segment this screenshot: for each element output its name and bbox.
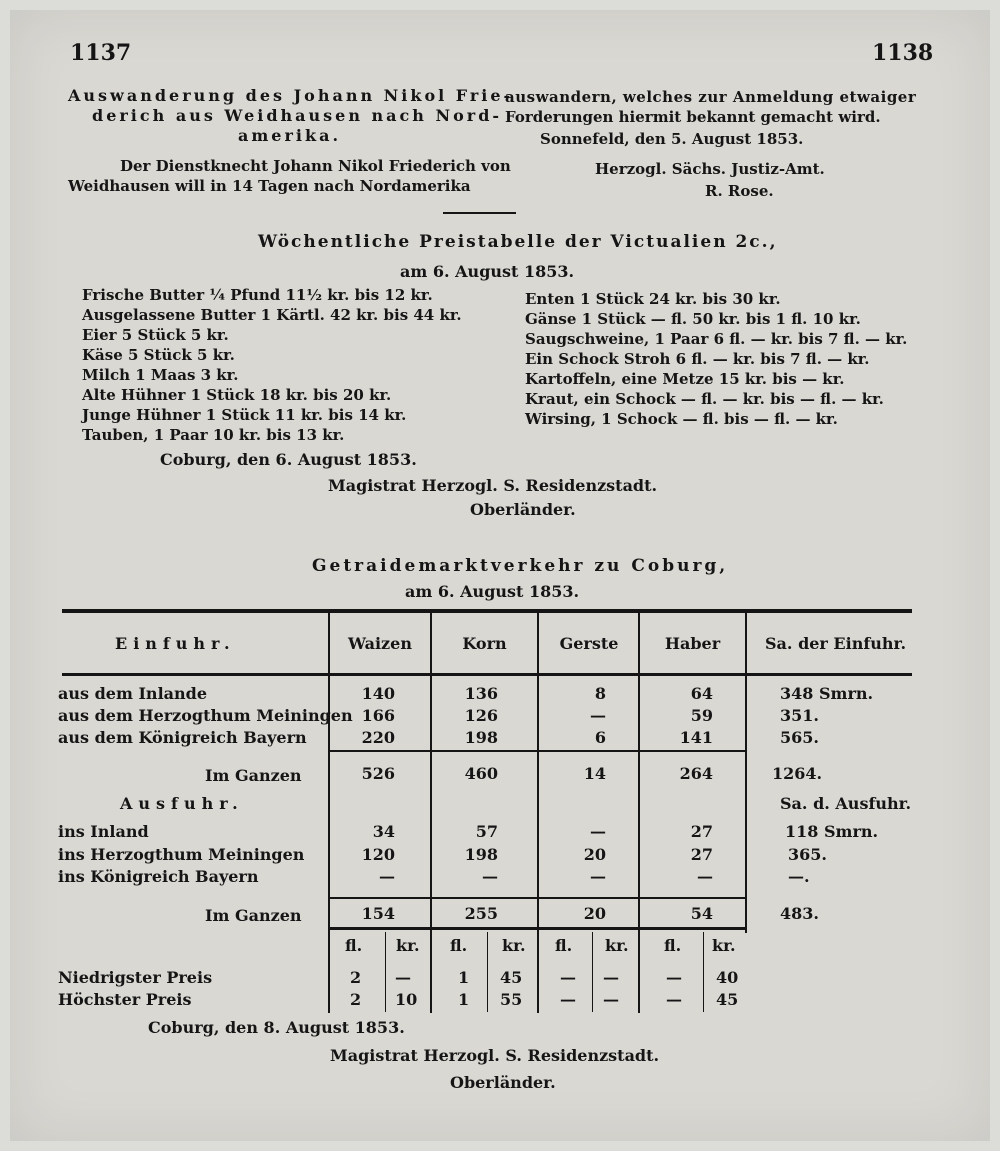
export-total-label: Im Ganzen bbox=[205, 906, 302, 925]
price-item: Milch 1 Maas 3 kr. bbox=[82, 366, 239, 384]
barley-total: 14 bbox=[583, 764, 606, 783]
notice-body-line-1: Der Dienstknecht Johann Nikol Friederich von bbox=[120, 157, 511, 175]
wheat-cell: 220 bbox=[361, 728, 395, 747]
sum-cell: —. bbox=[788, 867, 810, 886]
notice-title-line-1: Auswanderung des Johann Nikol Frie- bbox=[68, 86, 514, 105]
sum-total: 483. bbox=[780, 904, 819, 923]
prices-place-date: Coburg, den 6. August 1853. bbox=[160, 450, 417, 469]
market-authority: Magistrat Herzogl. S. Residenzstadt. bbox=[330, 1046, 660, 1065]
oats-total: 54 bbox=[690, 904, 713, 923]
oats-cell: 64 bbox=[690, 684, 713, 703]
barley-fl: — bbox=[560, 968, 576, 987]
oats-total: 264 bbox=[679, 764, 713, 783]
import-total-label: Im Ganzen bbox=[205, 766, 302, 785]
barley-cell: — bbox=[590, 867, 606, 886]
price-item: Enten 1 Stück 24 kr. bis 30 kr. bbox=[525, 290, 781, 308]
wheat-cell: 140 bbox=[361, 684, 395, 703]
oats-cell: — bbox=[697, 867, 713, 886]
price-item: Frische Butter ¼ Pfund 11½ kr. bis 12 kr. bbox=[82, 286, 433, 304]
wheat-cell: 120 bbox=[361, 845, 395, 864]
barley-total: 20 bbox=[583, 904, 606, 923]
page-number-left: 1137 bbox=[70, 40, 132, 66]
price-item: Saugschweine, 1 Paar 6 fl. — kr. bis 7 fl. — kr. bbox=[525, 330, 908, 348]
wheat-cell: 166 bbox=[361, 706, 395, 725]
header-rye: Korn bbox=[462, 634, 507, 653]
table-top-rule bbox=[62, 609, 912, 613]
oats-fl: — bbox=[666, 990, 682, 1009]
unit-fl: fl. bbox=[345, 936, 363, 955]
notice-place-date: Sonnefeld, den 5. August 1853. bbox=[540, 130, 804, 148]
rye-kr: 55 bbox=[500, 990, 523, 1009]
row-label: ins Inland bbox=[58, 822, 149, 841]
barley-fl: — bbox=[560, 990, 576, 1009]
barley-kr: — bbox=[603, 968, 619, 987]
price-item: Kraut, ein Schock — fl. — kr. bis — fl. — kr. bbox=[525, 390, 884, 408]
wheat-fl: 2 bbox=[350, 968, 362, 987]
unit-kr: kr. bbox=[712, 936, 736, 955]
oats-cell: 27 bbox=[690, 845, 713, 864]
price-item: Käse 5 Stück 5 kr. bbox=[82, 346, 235, 364]
header-sum-import: Sa. der Einfuhr. bbox=[765, 634, 907, 653]
notice-body-line-3: auswandern, welches zur Anmeldung etwaiger bbox=[505, 88, 917, 106]
unit-kr: kr. bbox=[396, 936, 420, 955]
rye-cell: — bbox=[482, 867, 498, 886]
price-item: Tauben, 1 Paar 10 kr. bis 13 kr. bbox=[82, 426, 345, 444]
header-oats: Haber bbox=[664, 634, 721, 653]
rye-cell: 198 bbox=[464, 845, 498, 864]
sum-cell: 348 Smrn. bbox=[780, 684, 874, 703]
price-item: Kartoffeln, eine Metze 15 kr. bis — kr. bbox=[525, 370, 845, 388]
wheat-kr: 10 bbox=[395, 990, 418, 1009]
notice-body-line-2: Weidhausen will in 14 Tagen nach Nordamerika bbox=[68, 177, 471, 195]
barley-cell: 6 bbox=[594, 728, 606, 747]
header-sum-export: Sa. d. Ausfuhr. bbox=[780, 794, 912, 813]
sum-cell: 565. bbox=[780, 728, 819, 747]
row-label: ins Königreich Bayern bbox=[58, 867, 259, 886]
row-label: Höchster Preis bbox=[58, 990, 192, 1009]
notice-title-line-2: derich aus Weidhausen nach Nord- bbox=[92, 106, 503, 125]
fl-kr-divider bbox=[385, 932, 386, 1012]
price-item: Ausgelassene Butter 1 Kärtl. 42 kr. bis 44 kr. bbox=[82, 306, 462, 324]
header-barley: Gerste bbox=[559, 634, 619, 653]
sum-cell: 351. bbox=[780, 706, 819, 725]
fl-kr-divider bbox=[487, 932, 488, 1012]
unit-fl: fl. bbox=[450, 936, 468, 955]
column-divider bbox=[537, 613, 539, 1013]
rye-cell: 57 bbox=[475, 822, 498, 841]
market-date: am 6. August 1853. bbox=[405, 582, 580, 601]
prices-signer: Oberländer. bbox=[470, 500, 576, 519]
sum-cell: 118 Smrn. bbox=[785, 822, 879, 841]
prices-date: am 6. August 1853. bbox=[400, 262, 575, 281]
rye-fl: 1 bbox=[458, 990, 470, 1009]
table-header-rule bbox=[62, 673, 912, 676]
notice-signer: R. Rose. bbox=[705, 182, 774, 200]
column-divider bbox=[745, 613, 747, 933]
barley-cell: 8 bbox=[594, 684, 606, 703]
barley-cell: — bbox=[590, 822, 606, 841]
column-divider bbox=[638, 613, 640, 1013]
sum-cell: 365. bbox=[788, 845, 827, 864]
price-item: Gänse 1 Stück — fl. 50 kr. bis 1 fl. 10 kr. bbox=[525, 310, 861, 328]
rye-kr: 45 bbox=[500, 968, 523, 987]
market-title: Getraidemarktverkehr zu Coburg, bbox=[312, 556, 729, 576]
rye-fl: 1 bbox=[458, 968, 470, 987]
row-label: ins Herzogthum Meiningen bbox=[58, 845, 305, 864]
column-divider bbox=[328, 613, 330, 1013]
oats-kr: 45 bbox=[716, 990, 739, 1009]
rye-total: 255 bbox=[464, 904, 498, 923]
wheat-kr: — bbox=[395, 968, 411, 987]
prices-authority: Magistrat Herzogl. S. Residenzstadt. bbox=[328, 476, 658, 495]
column-divider bbox=[430, 613, 432, 1013]
wheat-total: 154 bbox=[361, 904, 395, 923]
prices-title: Wöchentliche Preistabelle der Victualien 2c., bbox=[258, 232, 778, 252]
wheat-total: 526 bbox=[361, 764, 395, 783]
price-item: Alte Hühner 1 Stück 18 kr. bis 20 kr. bbox=[82, 386, 392, 404]
oats-cell: 59 bbox=[690, 706, 713, 725]
wheat-cell: 34 bbox=[372, 822, 395, 841]
header-export: Ausfuhr. bbox=[120, 794, 244, 813]
section-divider bbox=[443, 212, 516, 214]
barley-cell: 20 bbox=[583, 845, 606, 864]
row-label: Niedrigster Preis bbox=[58, 968, 213, 987]
notice-body-line-4: Forderungen hiermit bekannt gemacht wird. bbox=[505, 108, 881, 126]
rye-total: 460 bbox=[464, 764, 498, 783]
fl-kr-divider bbox=[592, 932, 593, 1012]
unit-fl: fl. bbox=[664, 936, 682, 955]
market-place-date: Coburg, den 8. August 1853. bbox=[148, 1018, 405, 1037]
row-label: aus dem Herzogthum Meiningen bbox=[58, 706, 353, 725]
sum-total: 1264. bbox=[772, 764, 823, 783]
header-import: Einfuhr. bbox=[115, 634, 236, 653]
notice-authority: Herzogl. Sächs. Justiz-Amt. bbox=[595, 160, 825, 178]
rye-cell: 136 bbox=[464, 684, 498, 703]
oats-kr: 40 bbox=[716, 968, 739, 987]
market-signer: Oberländer. bbox=[450, 1073, 556, 1092]
header-wheat: Waizen bbox=[348, 634, 412, 653]
oats-fl: — bbox=[666, 968, 682, 987]
rye-cell: 126 bbox=[464, 706, 498, 725]
notice-title-line-3: amerika. bbox=[238, 126, 342, 145]
price-item: Eier 5 Stück 5 kr. bbox=[82, 326, 229, 344]
rye-cell: 198 bbox=[464, 728, 498, 747]
price-item: Junge Hühner 1 Stück 11 kr. bis 14 kr. bbox=[82, 406, 407, 424]
row-label: aus dem Inlande bbox=[58, 684, 208, 703]
barley-cell: — bbox=[590, 706, 606, 725]
unit-kr: kr. bbox=[502, 936, 526, 955]
page-number-right: 1138 bbox=[872, 40, 934, 66]
unit-fl: fl. bbox=[555, 936, 573, 955]
price-item: Ein Schock Stroh 6 fl. — kr. bis 7 fl. — kr. bbox=[525, 350, 870, 368]
unit-kr: kr. bbox=[605, 936, 629, 955]
price-item: Wirsing, 1 Schock — fl. bis — fl. — kr. bbox=[525, 410, 838, 428]
barley-kr: — bbox=[603, 990, 619, 1009]
oats-cell: 141 bbox=[679, 728, 713, 747]
fl-kr-divider bbox=[703, 932, 704, 1012]
wheat-cell: — bbox=[379, 867, 395, 886]
row-label: aus dem Königreich Bayern bbox=[58, 728, 307, 747]
wheat-fl: 2 bbox=[350, 990, 362, 1009]
oats-cell: 27 bbox=[690, 822, 713, 841]
